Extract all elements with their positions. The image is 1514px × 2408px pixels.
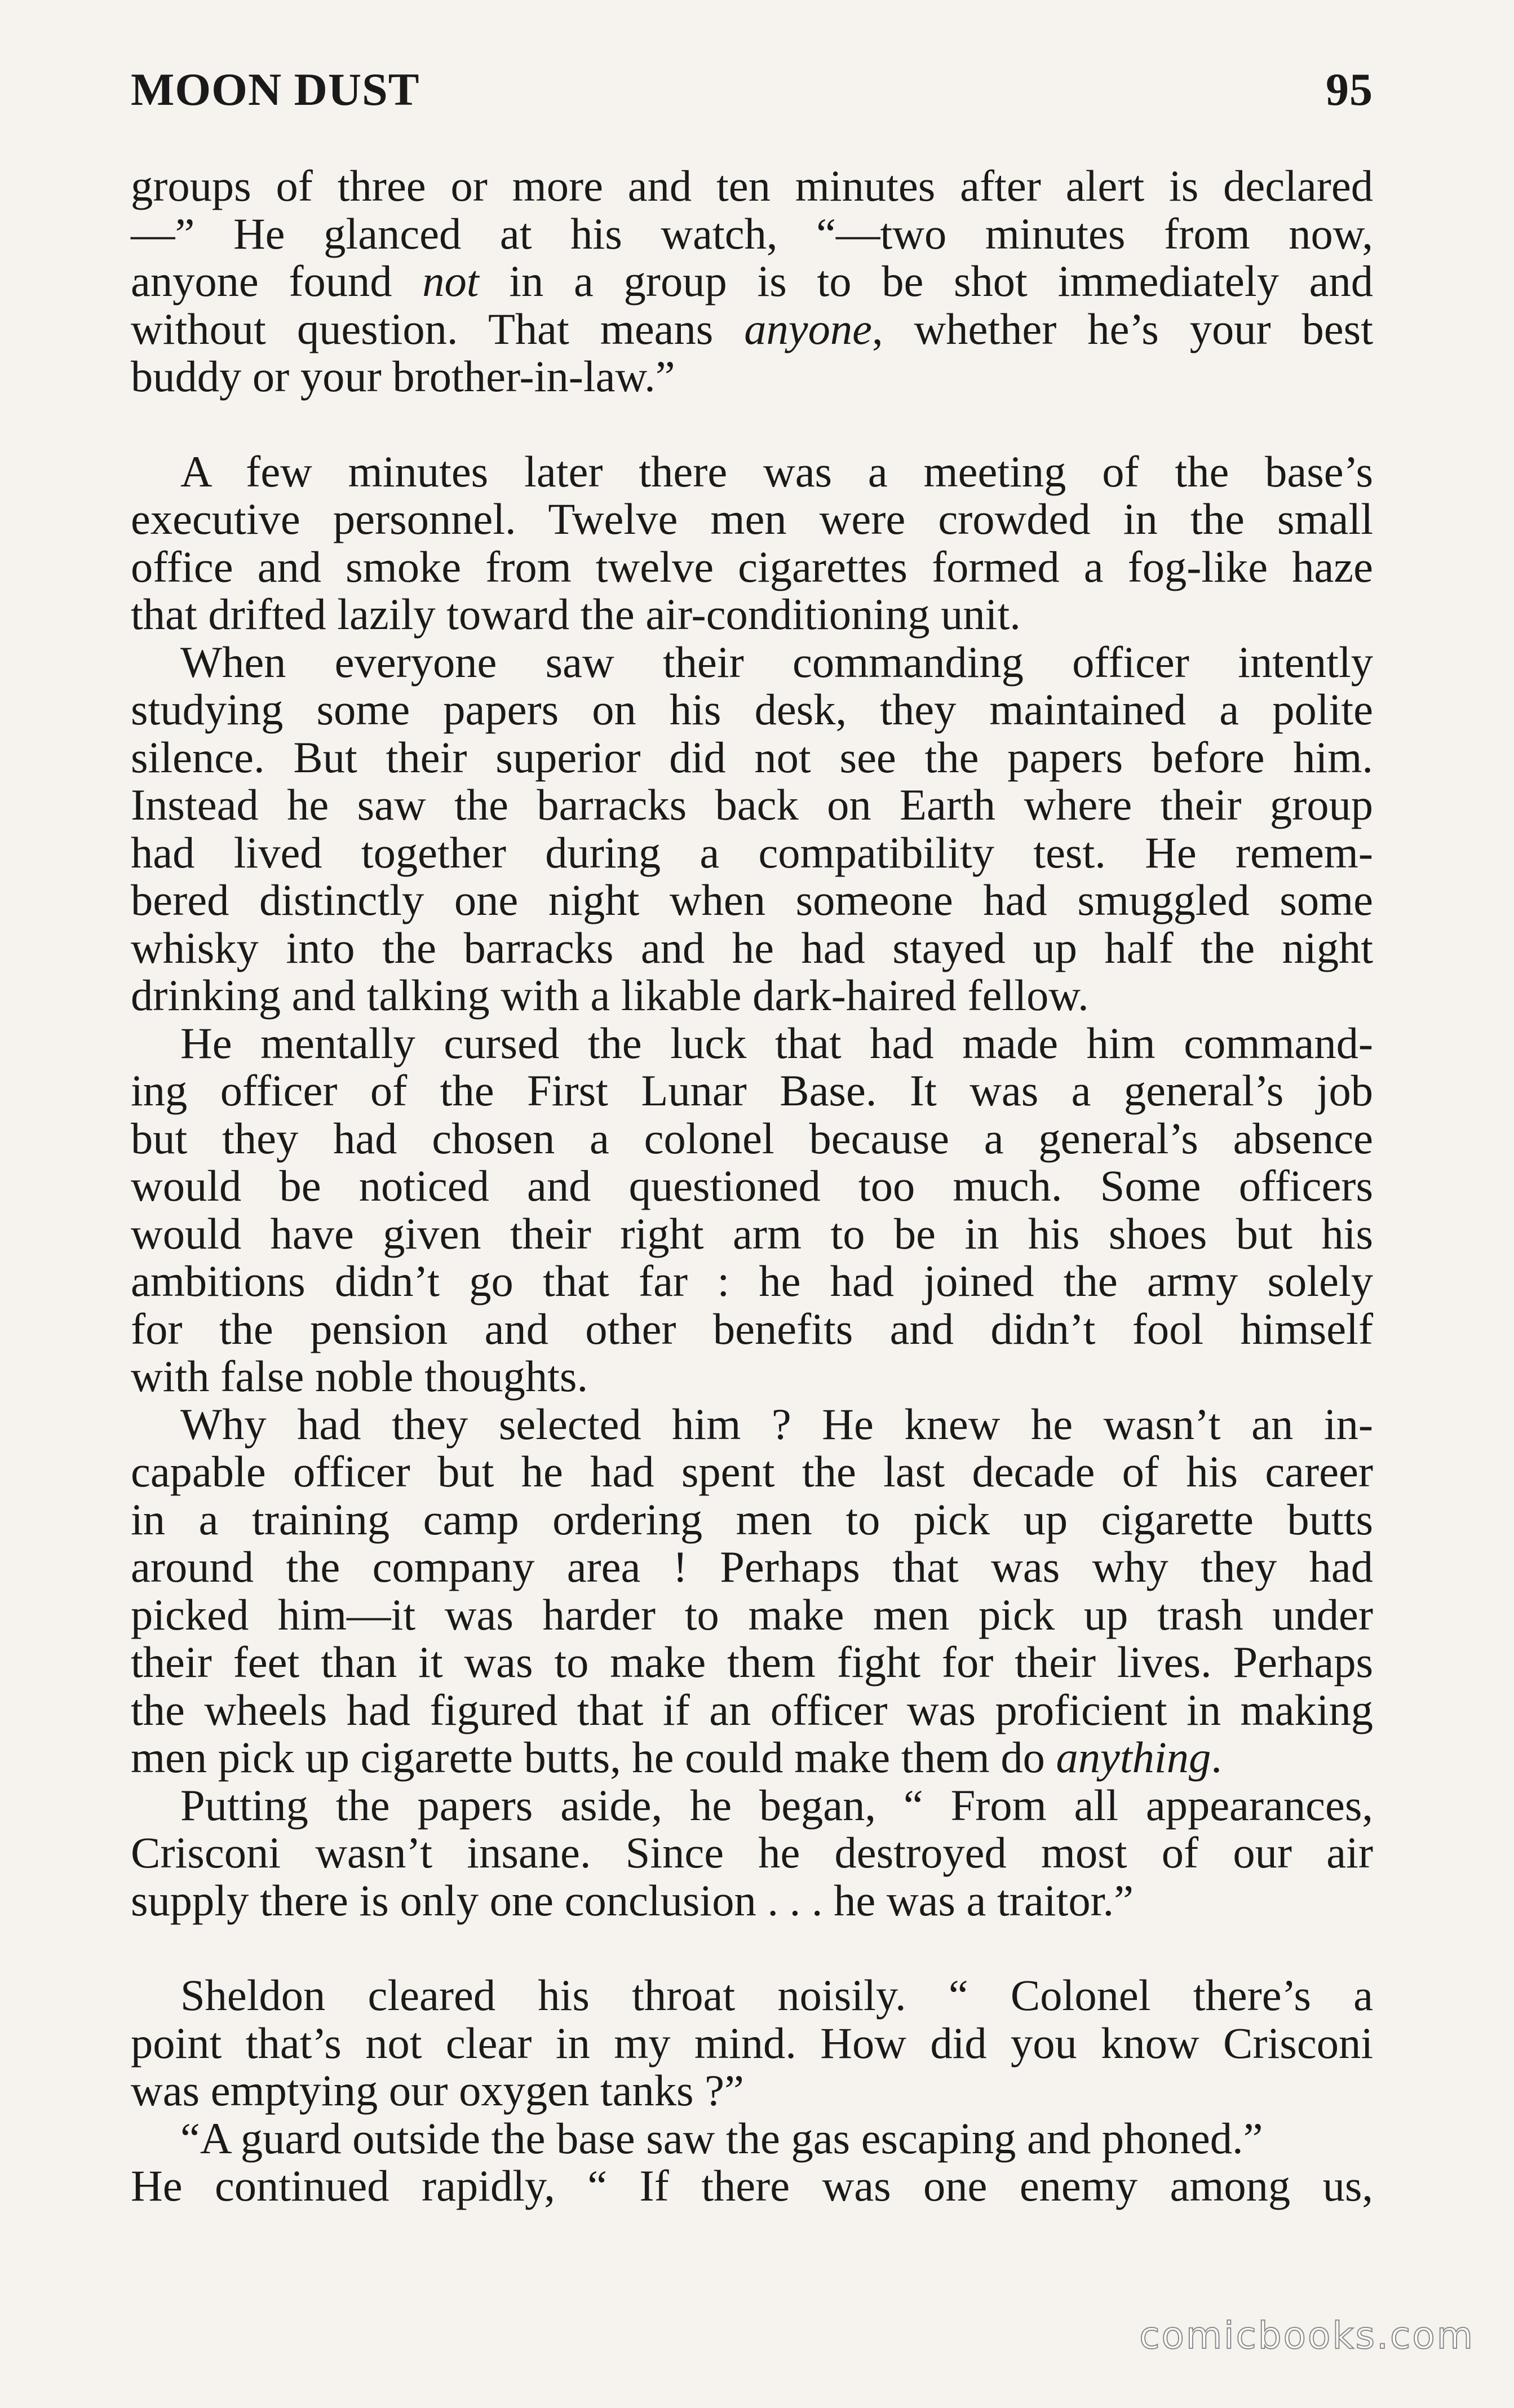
text-line: He mentally cursed the luck that had made him command- bbox=[180, 1018, 1373, 1068]
running-title: MOON DUST bbox=[131, 64, 420, 115]
text-line: ing officer of the First Lunar Base. It was a general’s job bbox=[131, 1066, 1373, 1115]
text-line: their feet than it was to make them fight for their lives. Perhaps bbox=[131, 1637, 1373, 1687]
text-line: drinking and talking with a likable dark-haired fellow. bbox=[131, 971, 1089, 1020]
text-line: picked him—it was harder to make men pick up trash under bbox=[131, 1590, 1373, 1639]
text-line: When everyone saw their commanding officer intently bbox=[180, 637, 1373, 687]
text-line: Why had they selected him ? He knew he wasn’t an in- bbox=[180, 1399, 1373, 1449]
watermark: comicbooks.com bbox=[1139, 2314, 1475, 2357]
text-line: for the pension and other benefits and didn’t fool himself bbox=[131, 1304, 1373, 1353]
paragraph bbox=[131, 639, 1373, 1020]
text-line: was emptying our oxygen tanks ?” bbox=[131, 2066, 744, 2115]
text-line: Putting the papers aside, he began, “ From all appearances, bbox=[180, 1780, 1373, 1830]
paragraph bbox=[131, 1972, 1373, 2115]
text-line: whisky into the barracks and he had stayed up half the night bbox=[131, 923, 1373, 972]
paragraph bbox=[131, 1782, 1373, 1925]
text-line: silence. But their superior did not see the papers before him. bbox=[131, 732, 1373, 782]
text-line: point that’s not clear in my mind. How did you know Crisconi bbox=[131, 2018, 1373, 2068]
text-line: but they had chosen a colonel because a general’s absence bbox=[131, 1113, 1373, 1163]
text-line: would have given their right arm to be in his shoes but his bbox=[131, 1209, 1373, 1258]
text-line: would be noticed and questioned too much. Some officers bbox=[131, 1161, 1373, 1210]
body-text bbox=[131, 162, 1373, 2210]
paragraph bbox=[131, 2162, 1373, 2210]
text-line: He continued rapidly, “ If there was one enemy among us, bbox=[131, 2161, 1373, 2210]
text-line: ambitions didn’t go that far : he had joined the army solely bbox=[131, 1256, 1373, 1305]
text-line: —” He glanced at his watch, “—two minutes from now, bbox=[131, 209, 1373, 258]
text-line: had lived together during a compatibility test. He remem- bbox=[131, 827, 1373, 877]
text-line: bered distinctly one night when someone had smuggled some bbox=[131, 875, 1373, 924]
text-line: studying some papers on his desk, they maintained a polite bbox=[131, 685, 1373, 734]
text-line: executive personnel. Twelve men were crowded in the small bbox=[131, 494, 1373, 543]
text-line: in a training camp ordering men to pick up cigarette butts bbox=[131, 1494, 1373, 1544]
text-line: capable officer but he had spent the last decade of his career bbox=[131, 1447, 1373, 1496]
text-line: with false noble thoughts. bbox=[131, 1352, 588, 1401]
text-line: without question. That means anyone, whether he’s your best bbox=[131, 304, 1374, 353]
paragraph bbox=[131, 162, 1373, 401]
paragraph bbox=[131, 2115, 1373, 2163]
text-line: around the company area ! Perhaps that was why they had bbox=[131, 1542, 1373, 1591]
text-line: anyone found not in a group is to be shot immediately and bbox=[131, 256, 1374, 306]
text-line: A few minutes later there was a meeting of the base’s bbox=[180, 446, 1373, 496]
text-line: men pick up cigarette butts, he could make them do anything. bbox=[131, 1733, 1222, 1782]
paragraph bbox=[131, 1020, 1373, 1401]
text-line: the wheels had figured that if an officer was proficient in making bbox=[131, 1685, 1373, 1734]
paragraph bbox=[131, 1401, 1373, 1782]
text-line: supply there is only one conclusion . . . he was a traitor.” bbox=[131, 1875, 1134, 1925]
text-line: office and smoke from twelve cigarettes formed a fog-like haze bbox=[131, 542, 1373, 591]
text-line: that drifted lazily toward the air-conditioning unit. bbox=[131, 590, 1021, 639]
text-line: Crisconi wasn’t insane. Since he destroyed most of our air bbox=[131, 1828, 1373, 1877]
text-line: Instead he saw the barracks back on Earth where their group bbox=[131, 780, 1373, 829]
page-number: 95 bbox=[1326, 64, 1373, 115]
paragraph bbox=[131, 448, 1373, 639]
running-header bbox=[131, 63, 1373, 116]
text-line: “A guard outside the base saw the gas escaping and phoned.” bbox=[180, 2113, 1263, 2163]
text-line: groups of three or more and ten minutes after alert is declared bbox=[131, 161, 1373, 210]
text-line: buddy or your brother-in-law.” bbox=[131, 352, 675, 401]
text-line: Sheldon cleared his throat noisily. “ Colonel there’s a bbox=[180, 1971, 1373, 2020]
